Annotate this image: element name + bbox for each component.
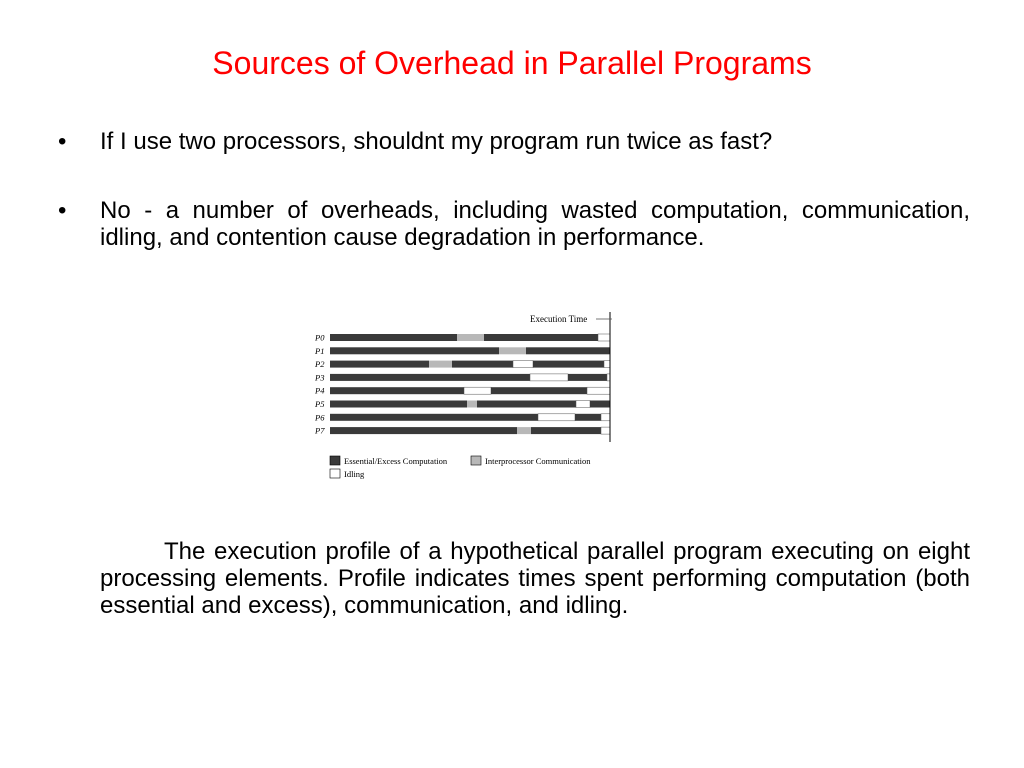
segment-communication — [457, 334, 484, 341]
legend-swatch-communication — [471, 456, 481, 465]
segment-idling — [604, 361, 610, 368]
legend-label-idling: Idling — [344, 469, 365, 479]
segment-computation — [568, 374, 607, 381]
segment-idling — [598, 334, 610, 341]
segment-idling — [464, 387, 491, 394]
bullet-symbol: • — [58, 197, 67, 224]
legend-label-communication: Interprocessor Communication — [485, 456, 591, 466]
legend-swatch-idling — [330, 469, 340, 478]
segment-computation — [330, 374, 530, 381]
legend — [330, 456, 591, 479]
processor-label: P0 — [315, 332, 325, 343]
segment-communication — [467, 401, 477, 408]
segment-idling — [513, 361, 533, 368]
processor-label: P6 — [315, 412, 325, 423]
segment-idling — [601, 427, 610, 434]
segment-computation — [330, 347, 499, 354]
legend-label-computation: Essential/Excess Computation — [344, 456, 448, 466]
segment-idling — [576, 401, 590, 408]
bullet-item-2 — [58, 197, 970, 251]
bullet-text-1: If I use two processors, shouldnt my program run twice as fast? — [100, 128, 773, 155]
segment-communication — [517, 427, 531, 434]
segment-computation — [531, 427, 601, 434]
execution-time-label: Execution Time — [530, 314, 588, 324]
segment-computation — [590, 401, 610, 408]
segment-computation — [491, 387, 587, 394]
segment-computation — [330, 361, 429, 368]
segment-computation — [330, 334, 457, 341]
segment-computation — [533, 361, 604, 368]
segment-computation — [330, 427, 517, 434]
processor-label: P5 — [315, 399, 325, 409]
execution-profile-diagram — [300, 300, 630, 490]
segment-computation — [477, 401, 576, 408]
segment-idling — [538, 414, 575, 421]
segment-idling — [587, 387, 610, 394]
segment-computation — [526, 347, 610, 354]
segment-computation — [575, 414, 601, 421]
processor-label: P3 — [315, 372, 325, 383]
segment-idling — [601, 414, 610, 421]
processor-label: P1 — [315, 345, 325, 356]
bullet-text-2: No - a number of overheads, including wasted computation, communication, idling, and contention cause degradation in performance. — [100, 197, 970, 251]
slide-title: Sources of Overhead in Parallel Programs — [212, 45, 812, 81]
processor-rows — [314, 333, 610, 436]
segment-computation — [330, 414, 538, 421]
legend-swatch-computation — [330, 456, 340, 465]
processor-label: P4 — [315, 385, 325, 396]
figure-caption: The execution profile of a hypothetical parallel program executing on eight processing elements. Profile indicates times spent performing computation (both essential and excess), communication, and idling. — [100, 538, 970, 619]
bullet-symbol: • — [58, 128, 67, 155]
segment-idling — [530, 374, 568, 381]
segment-computation — [484, 334, 598, 341]
segment-communication — [429, 361, 452, 368]
segment-computation — [330, 387, 464, 394]
processor-label: P7 — [315, 425, 325, 436]
segment-computation — [452, 361, 513, 368]
bullet-item-1 — [58, 128, 970, 155]
processor-label: P2 — [315, 359, 325, 370]
segment-communication — [499, 347, 526, 354]
segment-computation — [330, 401, 467, 408]
